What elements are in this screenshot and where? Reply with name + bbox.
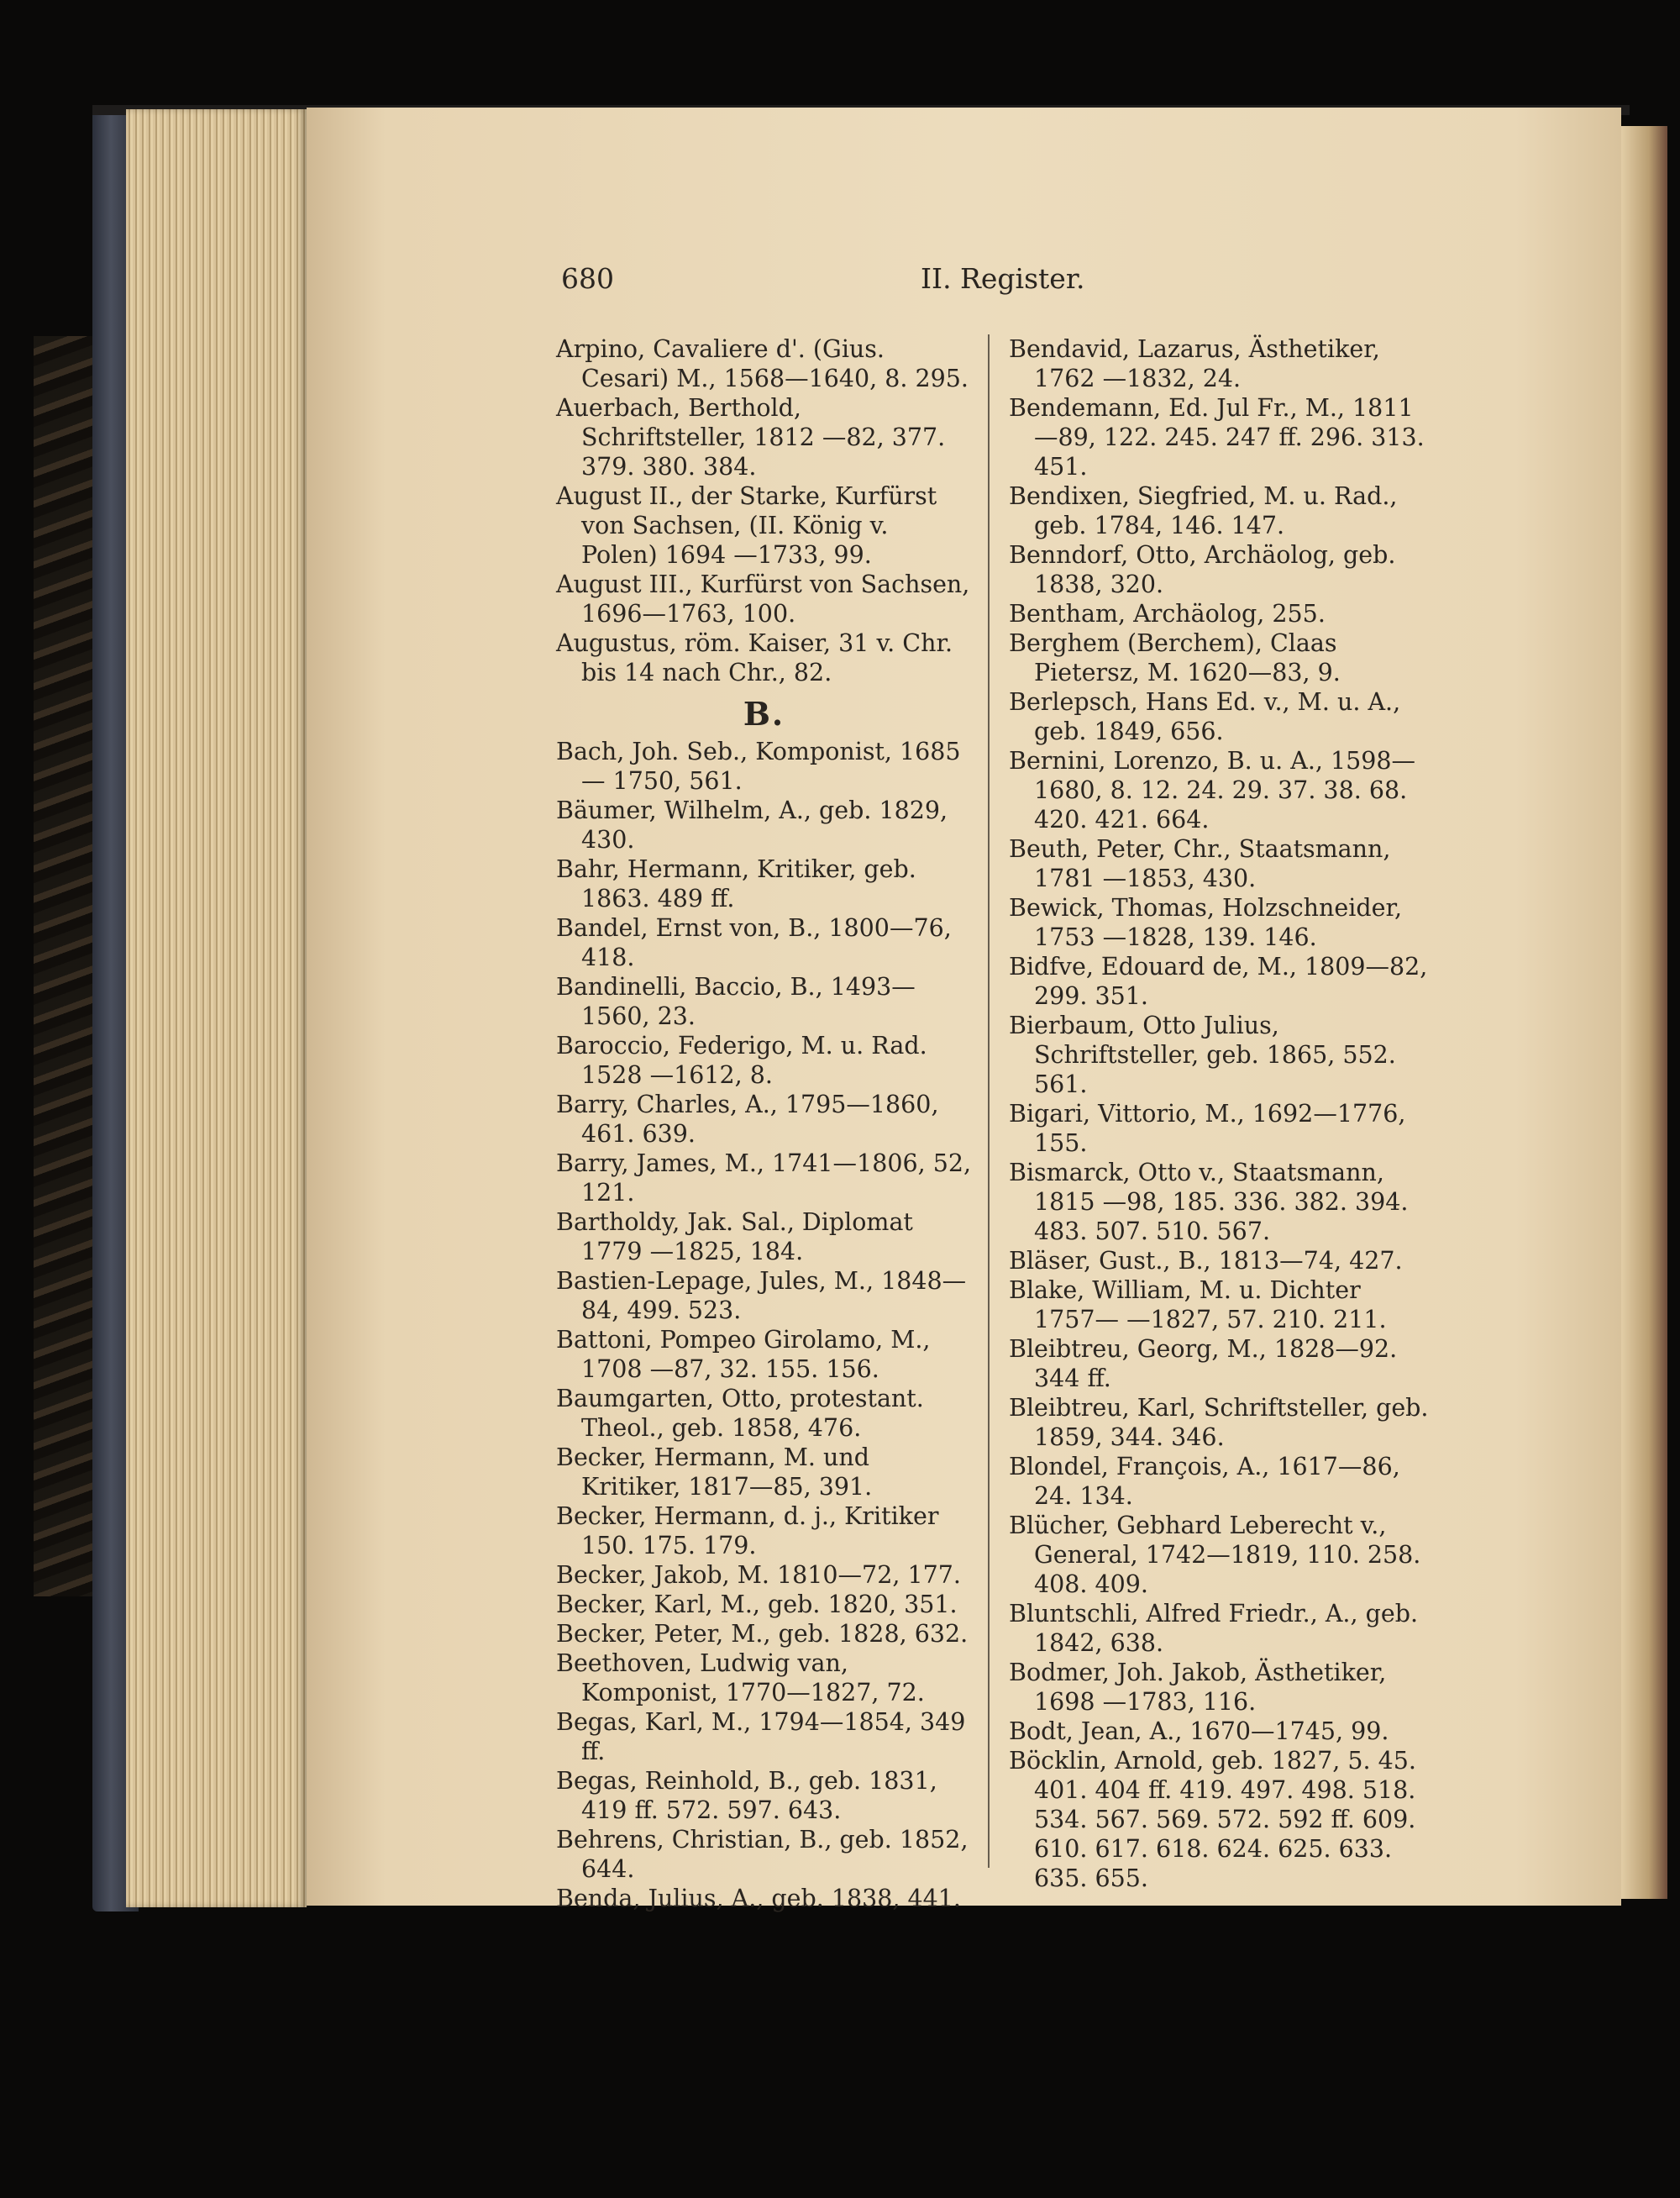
index-entry: Barry, Charles, A., 1795—1860, 461. 639.	[556, 1091, 939, 1148]
index-entry: Bleibtreu, Karl, Schriftsteller, geb. 1859, 344. 346.	[1009, 1394, 1429, 1451]
index-entry: Bach, Joh. Seb., Komponist, 1685— 1750, 561.	[556, 738, 961, 795]
index-entry: Blondel, François, A., 1617—86, 24. 134.	[1009, 1453, 1400, 1510]
index-entry: Bentham, Archäolog, 255.	[1009, 600, 1326, 628]
index-entry: Beuth, Peter, Chr., Staatsmann, 1781 —1853, 430.	[1009, 835, 1391, 892]
index-entry: Bluntschli, Alfred Friedr., A., geb. 1842, 638.	[1009, 1600, 1419, 1657]
index-entry: Becker, Jakob, M. 1810—72, 177.	[556, 1561, 961, 1589]
running-title: II. Register.	[921, 262, 1085, 295]
index-entry: Bewick, Thomas, Holzschneider, 1753 —1828, 139. 146.	[1009, 894, 1403, 951]
index-entry: Bidfve, Edouard de, M., 1809—82, 299. 351.	[1009, 953, 1428, 1010]
index-entry: Augustus, röm. Kaiser, 31 v. Chr. bis 14 nach Chr., 82.	[556, 629, 953, 686]
index-entry: Bodt, Jean, A., 1670—1745, 99.	[1009, 1717, 1389, 1745]
index-entry: Bernini, Lorenzo, B. u. A., 1598— 1680, 8. 12. 24. 29. 37. 38. 68. 420. 421. 664.	[1009, 747, 1416, 833]
index-entry: Arpino, Cavaliere d'. (Gius. Cesari) M., 1568—1640, 8. 295.	[556, 335, 969, 392]
cover-pattern	[34, 336, 92, 1596]
index-entry: Behrens, Christian, B., geb. 1852, 644.	[556, 1826, 969, 1883]
index-entry: Bäumer, Wilhelm, A., geb. 1829, 430.	[556, 797, 948, 854]
index-entry: Benndorf, Otto, Archäolog, geb. 1838, 320.	[1009, 541, 1396, 598]
page-number: 680	[561, 262, 614, 295]
index-entry: Bodmer, Joh. Jakob, Ästhetiker, 1698 —1783, 116.	[1009, 1659, 1387, 1716]
index-entry: Benda, Julius, A., geb. 1838, 441.	[556, 1885, 961, 1912]
index-entry: Blake, William, M. u. Dichter 1757— —1827, 57. 210. 211.	[1009, 1276, 1387, 1333]
index-entry: Bandel, Ernst von, B., 1800—76, 418.	[556, 914, 952, 971]
page-stack-edge	[126, 109, 307, 1907]
right-column	[1009, 334, 1429, 1893]
index-entry: Bismarck, Otto v., Staatsmann, 1815 —98, 185. 336. 382. 394. 483. 507. 510. 567.	[1009, 1159, 1409, 1245]
index-entry: Blücher, Gebhard Leberecht v., General, 1742—1819, 110. 258. 408. 409.	[1009, 1512, 1421, 1598]
index-entry: Auerbach, Berthold, Schriftsteller, 1812 —82, 377. 379. 380. 384.	[556, 394, 946, 481]
index-entry: Bigari, Vittorio, M., 1692—1776, 155.	[1009, 1100, 1406, 1157]
left-column	[556, 334, 972, 1913]
index-entry: Bendavid, Lazarus, Ästhetiker, 1762 —1832, 24.	[1009, 335, 1380, 392]
index-entry: Becker, Karl, M., geb. 1820, 351.	[556, 1591, 958, 1618]
index-entry: Bleibtreu, Georg, M., 1828—92. 344 ff.	[1009, 1335, 1398, 1392]
index-entry: Berghem (Berchem), Claas Pietersz, M. 1620—83, 9.	[1009, 629, 1341, 686]
index-entry: Bastien-Lepage, Jules, M., 1848—84, 499. 523.	[556, 1267, 967, 1324]
index-entry: Böcklin, Arnold, geb. 1827, 5. 45. 401. 404 ff. 419. 497. 498. 518. 534. 567. 569. 572. 592 ff. 609. 610. 617. 618. 624. 625. 633. 635. 655.	[1009, 1747, 1416, 1892]
index-entry: Bierbaum, Otto Julius, Schriftsteller, geb. 1865, 552. 561.	[1009, 1012, 1396, 1098]
index-entry: Baumgarten, Otto, protestant. Theol., geb. 1858, 476.	[556, 1385, 924, 1442]
index-entry: Bartholdy, Jak. Sal., Diplomat 1779 —1825, 184.	[556, 1208, 913, 1265]
index-entry: Bandinelli, Baccio, B., 1493—1560, 23.	[556, 973, 916, 1030]
index-entry: Barry, James, M., 1741—1806, 52, 121.	[556, 1149, 972, 1207]
index-entry: Bahr, Hermann, Kritiker, geb. 1863. 489 ff.	[556, 855, 916, 912]
index-entry: Baroccio, Federigo, M. u. Rad. 1528 —1612, 8.	[556, 1032, 927, 1089]
column-divider	[988, 334, 990, 1868]
index-entry: August III., Kurfürst von Sachsen, 1696—1763, 100.	[556, 571, 970, 628]
index-entry: Berlepsch, Hans Ed. v., M. u. A., geb. 1849, 656.	[1009, 688, 1401, 745]
index-entry: August II., der Starke, Kurfürst von Sachsen, (II. König v. Polen) 1694 —1733, 99.	[556, 482, 937, 569]
index-entry: Bendemann, Ed. Jul Fr., M., 1811 —89, 122. 245. 247 ff. 296. 313. 451.	[1009, 394, 1425, 481]
section-heading: B.	[743, 695, 785, 733]
index-entry: Becker, Hermann, d. j., Kritiker 150. 175. 179.	[556, 1502, 939, 1559]
index-entry: Bendixen, Siegfried, M. u. Rad., geb. 1784, 146. 147.	[1009, 482, 1398, 539]
right-page-edge	[1621, 126, 1667, 1899]
index-entry: Bläser, Gust., B., 1813—74, 427.	[1009, 1247, 1403, 1275]
index-entry: Begas, Karl, M., 1794—1854, 349 ff.	[556, 1708, 966, 1765]
index-entry: Battoni, Pompeo Girolamo, M., 1708 —87, 32. 155. 156.	[556, 1326, 931, 1383]
index-entry: Begas, Reinhold, B., geb. 1831, 419 ff. 572. 597. 643.	[556, 1767, 937, 1824]
index-entry: Becker, Peter, M., geb. 1828, 632.	[556, 1620, 969, 1648]
index-entry: Becker, Hermann, M. und Kritiker, 1817—85, 391.	[556, 1443, 873, 1501]
index-entry: Beethoven, Ludwig van, Komponist, 1770—1827, 72.	[556, 1649, 925, 1706]
